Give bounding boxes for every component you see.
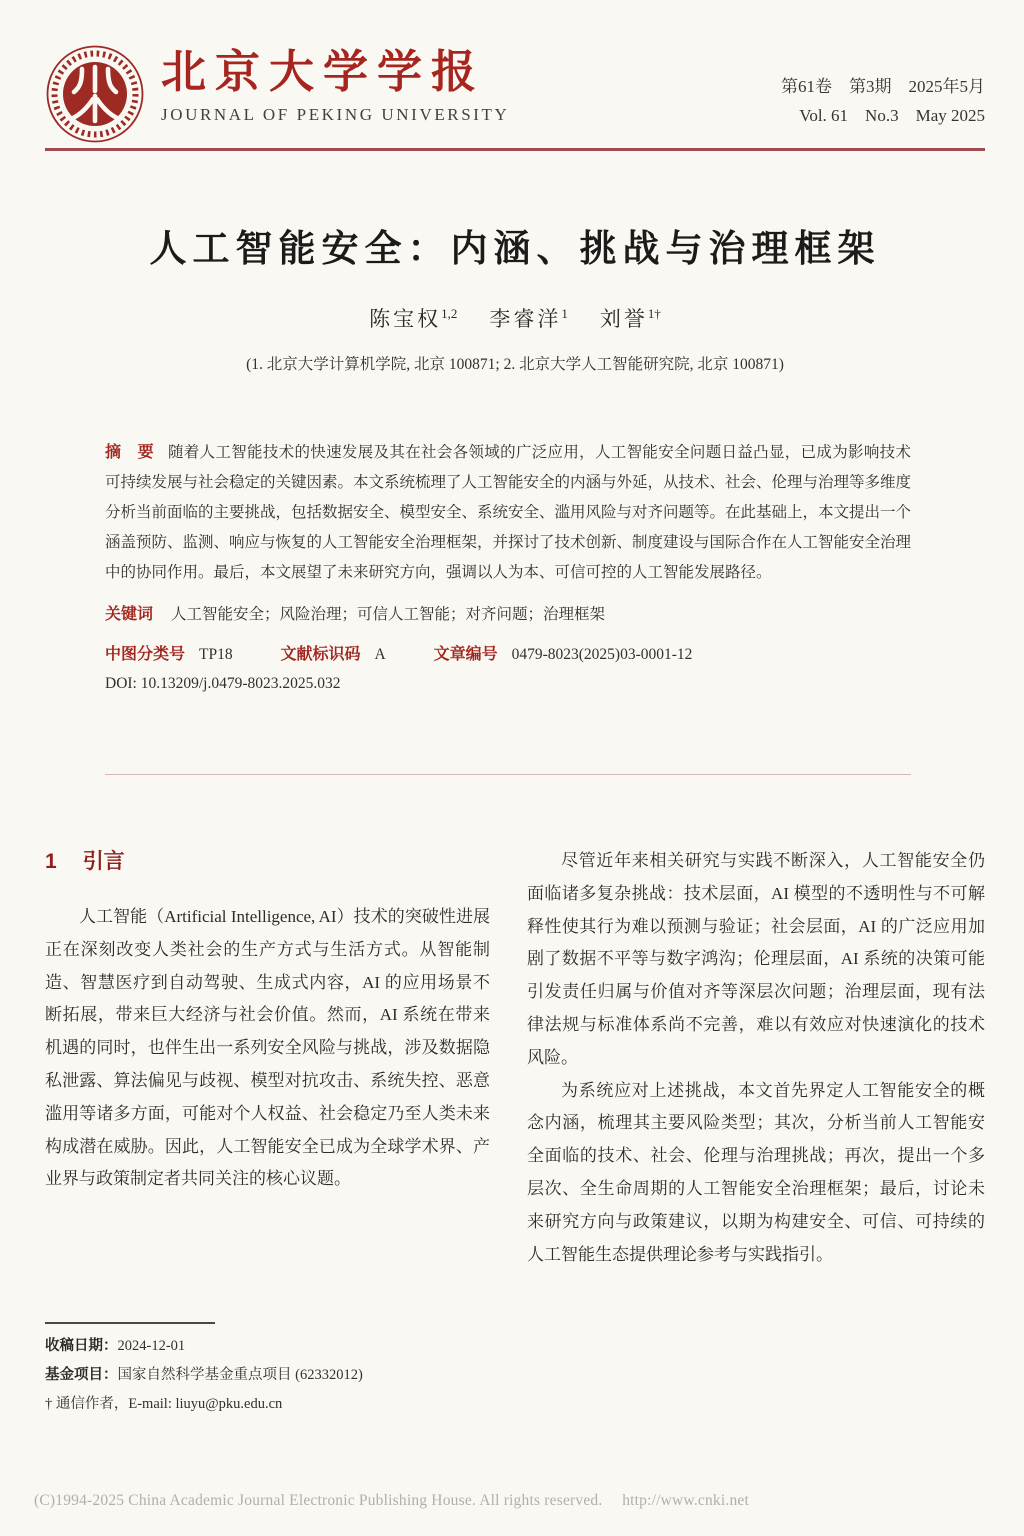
footnote-divider bbox=[45, 1322, 215, 1324]
article-title: 人工智能安全：内涵、挑战与治理框架 bbox=[149, 229, 881, 270]
doc-code-label: 文献标识码 bbox=[280, 646, 361, 663]
author-line bbox=[45, 303, 985, 333]
article-no-label: 文章编号 bbox=[433, 646, 498, 663]
funding-label: 基金项目： bbox=[45, 1367, 118, 1383]
author-affil-sup: 1,2 bbox=[441, 306, 458, 321]
body-paragraph: 人工智能（Artificial Intelligence, AI）技术的突破性进展正在深刻改变人类社会的生产方式与生活方式。从智能制造、智慧医疗到自动驾驶、生成式内容，AI 的应用场景不断拓展，带来巨大经济与社会价值。然而，AI 系统在带来机遇的同时，也伴生出一系列安全风险与挑战，涉及数据隐私泄露、算法偏见与歧视、模型对抗攻击、系统失控、恶意滥用等诸多方面，可能对个人权益、社会稳定乃至人类未来构成潜在威胁。因此，人工智能安全已成为全球学术界、产业界与政策制定者共同关注的核心议题。 bbox=[45, 907, 490, 1189]
keywords-label: 关键词 bbox=[105, 606, 154, 623]
author-affil-sup: 1† bbox=[647, 306, 661, 321]
body-columns bbox=[45, 845, 985, 1271]
peking-university-seal-icon bbox=[45, 44, 145, 144]
body-paragraph: 尽管近年来相关研究与实践不断深入，人工智能安全仍面临诸多复杂挑战：技术层面，AI 模型的不透明性与不可解释性使其行为难以预测与验证；社会层面，AI 的广泛应用加剧了数据不平等与数字鸿沟；伦理层面，AI 系统的决策可能引发责任归属与价值对齐等深层次问题；治理层面，现有法律法规与标准体系尚不完善，难以有效应对快速演化的技术风险。 bbox=[527, 851, 985, 1067]
section-number: 1 bbox=[45, 850, 57, 873]
classification-row bbox=[105, 641, 911, 664]
author: 陈宝权$^{1,2}$ bbox=[369, 306, 458, 331]
keywords-text: 人工智能安全；风险治理；可信人工智能；对齐问题；治理框架 bbox=[171, 606, 606, 623]
volume-issue-block bbox=[781, 44, 985, 130]
author: 李睿洋$^1$ bbox=[489, 306, 568, 331]
meta-divider bbox=[105, 774, 911, 775]
received-date-label: 收稿日期： bbox=[45, 1338, 118, 1354]
received-date-line bbox=[45, 1332, 645, 1361]
journal-name-en: JOURNAL OF PEKING UNIVERSITY bbox=[161, 105, 510, 124]
author-affil-sup: 1 bbox=[561, 306, 568, 321]
volume-line-cn: 第61卷 第3期 2025年5月 bbox=[781, 77, 985, 96]
header-rule bbox=[45, 148, 985, 151]
footnotes-block bbox=[45, 1332, 645, 1419]
abstract-label: 摘 要 bbox=[105, 444, 154, 461]
journal-header bbox=[45, 44, 985, 144]
cnki-copyright-line: (C)1994-2025 China Academic Journal Electronic Publishing House. All rights reserved. http://www.cnki.net bbox=[34, 1492, 749, 1509]
right-column bbox=[527, 845, 985, 1271]
journal-name-cn: 北京大学学报 bbox=[161, 47, 486, 97]
clc-label: 中图分类号 bbox=[105, 646, 186, 663]
left-column bbox=[45, 845, 490, 1271]
article-no-value: 0479-8023(2025)03-0001-12 bbox=[511, 646, 693, 663]
clc-value: TP18 bbox=[199, 646, 233, 663]
volume-line-en: Vol. 61 No.3 May 2025 bbox=[799, 106, 985, 125]
doc-code-value: A bbox=[374, 646, 386, 663]
abstract bbox=[105, 438, 911, 588]
doi-line: DOI: 10.13209/j.0479-8023.2025.032 bbox=[105, 675, 341, 692]
article-meta-block bbox=[105, 438, 911, 693]
section-1-heading bbox=[45, 845, 490, 875]
abstract-text: 随着人工智能技术的快速发展及其在社会各领域的广泛应用，人工智能安全问题日益凸显，已成为影响技术可持续发展与社会稳定的关键因素。本文系统梳理了人工智能安全的内涵与外延，从技术、社会、伦理与治理等多维度分析当前面临的主要挑战，包括数据安全、模型安全、系统安全、滥用风险与对齐问题等。在此基础上，本文提出一个涵盖预防、监测、响应与恢复的人工智能安全治理框架，并探讨了技术创新、制度建设与国际合作在人工智能安全治理中的协同作用。最后，本文展望了未来研究方向，强调以人为本、可信可控的人工智能发展路径。 bbox=[105, 444, 912, 581]
funding-value: 国家自然科学基金重点项目 (62332012) bbox=[117, 1367, 363, 1383]
affiliation-line: (1. 北京大学计算机学院, 北京 100871; 2. 北京大学人工智能研究院, 北京 100871) bbox=[246, 356, 784, 373]
section-title: 引言 bbox=[82, 850, 125, 873]
corresponding-author-line: † 通信作者，E-mail: liuyu@pku.edu.cn bbox=[45, 1396, 283, 1412]
journal-name-block bbox=[161, 44, 509, 125]
received-date-value: 2024-12-01 bbox=[117, 1338, 186, 1354]
author: 刘誉$^{1\dagger}$ bbox=[599, 306, 661, 331]
body-paragraph: 为系统应对上述挑战，本文首先界定人工智能安全的概念内涵，梳理其主要风险类型；其次，分析当前人工智能安全面临的技术、社会、伦理与治理挑战；再次，提出一个多层次、全生命周期的人工智能安全治理框架；最后，讨论未来研究方向与政策建议，以期为构建安全、可信、可持续的人工智能生态提供理论参考与实践指引。 bbox=[527, 1080, 985, 1264]
funding-line bbox=[45, 1361, 645, 1390]
keywords-row bbox=[105, 601, 911, 629]
